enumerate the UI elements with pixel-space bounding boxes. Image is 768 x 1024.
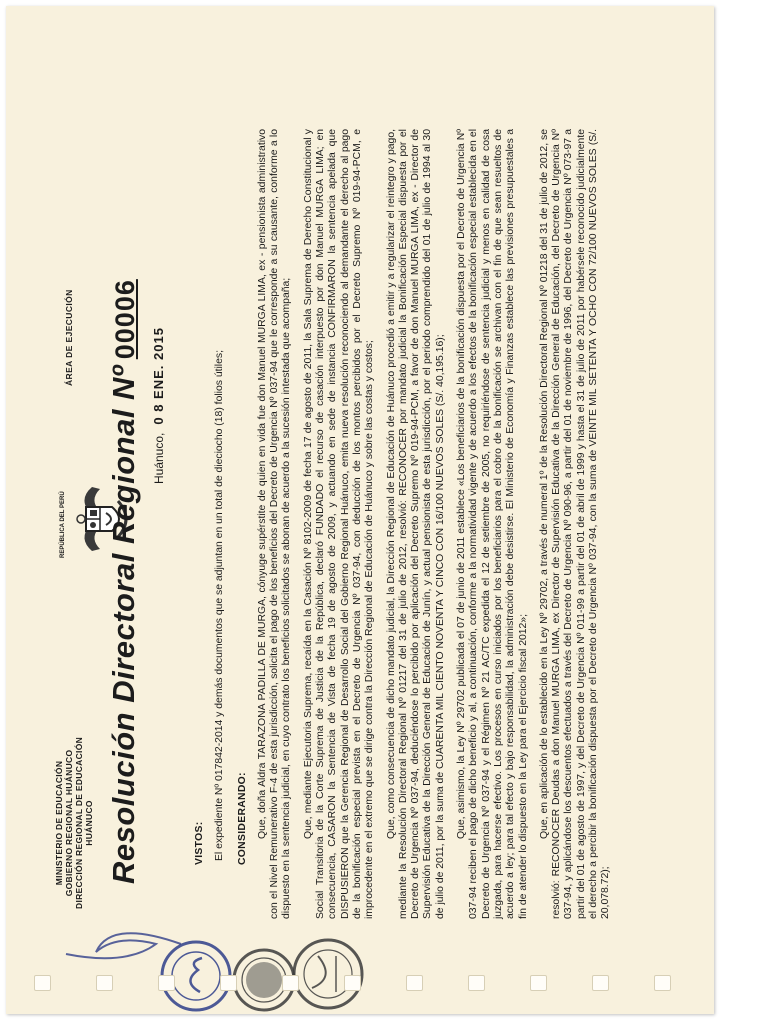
punch-hole [654, 975, 671, 991]
vistos-paragraph: El expediente Nº 017842-2014 y demás documentos que se adjuntan en un total de dieciocho (18) folios útiles; [214, 350, 226, 861]
header-line-2: GOBIERNO REGIONAL HUÁNUCO [64, 749, 74, 897]
signature-flourish [66, 933, 181, 958]
punch-hole [468, 975, 485, 991]
crest-caption: REPÚBLICA DEL PERÚ [60, 491, 66, 558]
date-stamp: 0 8 ENE. 2015 [151, 327, 166, 425]
header-line-1: MINISTERIO DE EDUCACIÓN [54, 760, 64, 886]
paragraph-3: Que, como consecuencia de dicho mandato judicial, la Dirección Regional de Educación de Huánuco procedió a emitir y a regularizar el reintegro y pago, mediante la Resolución Directoral Regional Nº 01217 del 31 de julio de 2012, resolvió: RECONOCER por mandato judicial la Bonificación Especial dispuesta por el Decreto de Urgencia Nº 037-94, deduciéndose lo percibido por aplicación del Decreto Supremo Nº 019-94-PCM, a favor de don Manuel MURGA LIMA, ex - Director de Supervisión Educativa de la Dirección General de Educación de Junín, y actual pensionista de esta jurisdicción, por el periodo comprendido del 01 de julio de 1994 al 30 de julio de 2011, por la suma de CUARENTA MIL CIENTO NOVENTA Y CINCO CON 16/100 NUEVOS SOLES (S/. 40,195.16); [385, 129, 446, 919]
vistos-heading: VISTOS: [194, 821, 205, 865]
paragraph-2: Que, mediante Ejecutoria Suprema, recaída en la Casación Nº 8102-2009 de fecha 17 de agosto de 2011, la Sala Suprema de Derecho Constitucional y Social Transitoria de la Corte Suprema de Justicia de la República, declaró FUNDADO el recurso de casación interpuesto por don Manuel MURGA LIMA; en consecuencia, CASARON la Sentencia de Vista de fecha 19 de agosto de 2009, y actuando en sede de instancia CONFIRMARON la sentencia apelada que DISPUSIERON que la Gerencia Regional de Desarrollo Social del Gobierno Regional Huánuco, emita nueva resolución reconociendo al demandante el derecho al pago de la bonificación especial prevista en el Decreto de Urgencia Nº 037-94, con deducción de los montos percibidos por el Decreto Supremo Nº 019-94-PCM, e improcedente en el extremo que se dirige contra la Dirección Regional de Educación de Huánuco y sobre las costas y costos; [302, 129, 376, 919]
punch-hole [530, 975, 547, 991]
paragraph-4: Que, asimismo, la Ley Nº 29702 publicada el 07 de junio de 2011 establece «Los beneficiarios de la bonificación dispuesta por el Decreto de Urgencia Nº 037-94 reciben el pago de dicho beneficio y al, a continuación, conforme a la normatividad vigente y de acuerdo a los efectos de la bonificación especial establecida en el Decreto de Urgencia Nº 037-94 y el Régimen Nº 21 AC/TC expedida el 12 de setiembre de 2005, no requiriéndose de sentencia judicial y menos en calidad de cosa juzgada, para hacerse efectivo. Los procesos en curso iniciados por los beneficiarios para el cobro de la bonificación se archivan con el fin de que sean resueltos de acuerdo a ley; para tal efecto y bajo responsabilidad, la administración debe desistirse. El Ministerio de Economía y Finanzas establece las previsiones presupuestales a fin de atender lo dispuesto en la Ley para el Ejercicio fiscal 2012»; [456, 129, 529, 919]
punch-hole [220, 975, 237, 991]
place-text: Huánuco, [152, 432, 166, 484]
rotated-content [6, 6, 714, 1014]
document-page [6, 6, 714, 1014]
considerando-heading: CONSIDERANDO: [236, 772, 248, 865]
official-stamp-3 [294, 940, 362, 1008]
header-line-3: DIRECCIÓN REGIONAL DE EDUCACIÓN [74, 736, 84, 909]
area-label: ÁREA DE EJECUCIÓN [64, 289, 74, 386]
paragraph-1: Que, doña Aldra TARAZONA PADILLA DE MURGA, cónyuge supérstite de quien en vida fue don Manuel MURGA LIMA, ex - pensionista administrativo con el Nivel Remunerativo F-4 de esta jurisdicción, solicita el pago de los beneficios del Decreto de Urgencia Nº 037-94 que le corresponde a su causante, conforme a lo dispuesto en la sentencia judicial, en cuyo contrato los beneficios solicitados se abonan de acuerdo a la sucesión intestada que acompaña; [256, 129, 293, 919]
punch-hole [344, 975, 361, 991]
punch-hole [406, 975, 423, 991]
punch-hole [96, 975, 113, 991]
stamp-layer [6, 6, 714, 1014]
paragraph-5: Que, en aplicación de lo establecido en la Ley Nº 29702, a través de numeral 1º de la Resolución Directoral Regional Nº 01218 del 31 de julio de 2012, se resolvió: RECONOCER Deudas a don Manuel MURGA LIMA, ex Director de Supervisión Educativa de la Dirección General de Educación, del Decreto de Urgencia Nº 037-94, y aplicándose los descuentos efectuados a través del Decreto de Urgencia Nº 090-96, a partir del 01 de noviembre de 1996, del Decreto de Urgencia Nº 073-97 a partir del 01 de agosto de 1997, y del Decreto de Urgencia Nº 011-99 a partir del 01 de abril de 1999 y hasta el 31 de julio de 2011 por habérsele reconocido judicialmente el derecho a percibir la bonificación dispuesta por el Decreto de Urgencia Nº 037-94, con la suma de VEINTE MIL SETENTA Y OCHO CON 72/100 NUEVOS SOLES (S/. 20,078.72); [538, 129, 612, 919]
header-line-4: HUÁNUCO [84, 800, 94, 846]
punch-hole [282, 975, 299, 991]
resolution-number: 00006 [110, 279, 140, 360]
punch-hole [592, 975, 609, 991]
title-text: Resolución Directoral Regional Nº [106, 365, 141, 884]
punch-hole [34, 975, 51, 991]
punch-hole [158, 975, 175, 991]
